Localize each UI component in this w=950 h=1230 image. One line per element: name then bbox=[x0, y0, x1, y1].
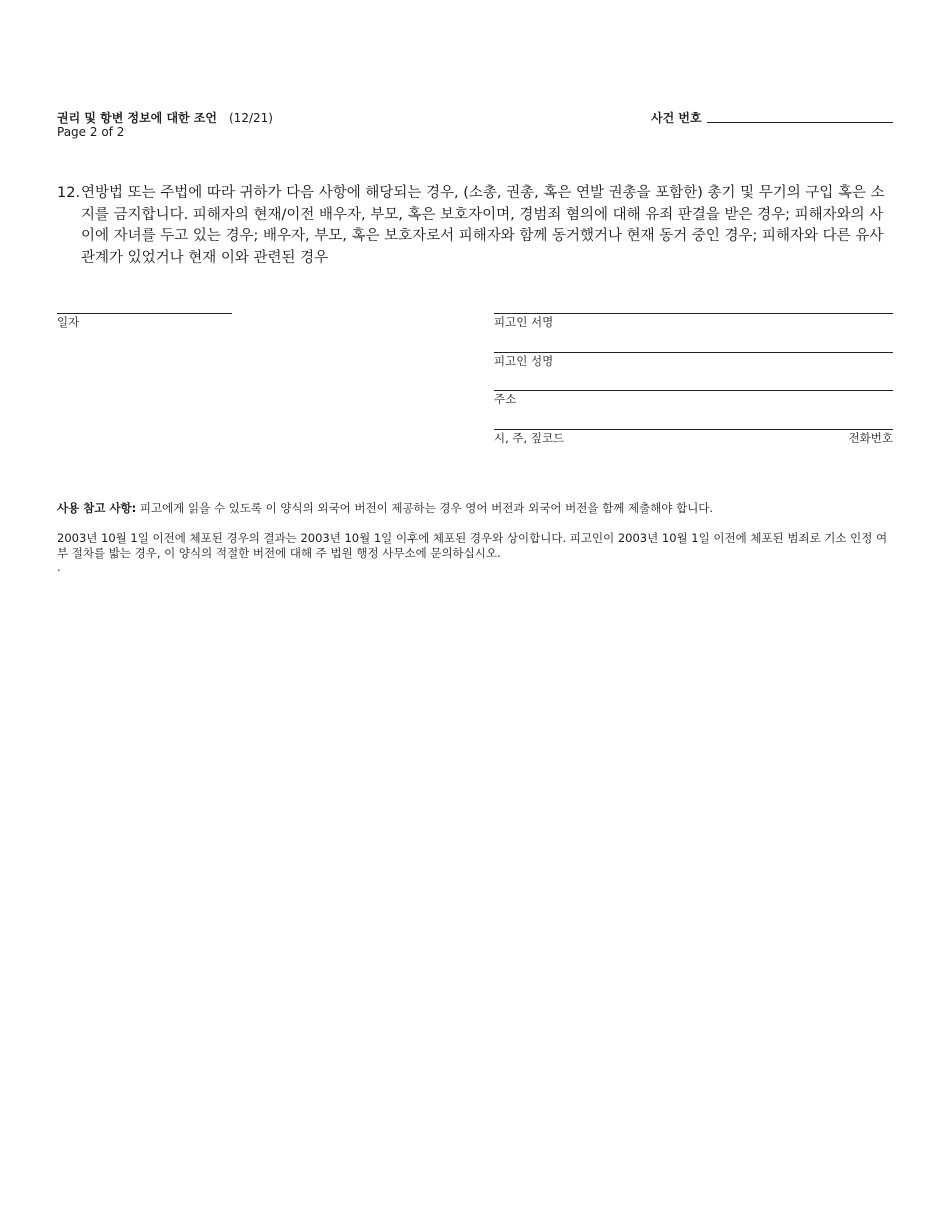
city-state-zip-label: 시, 주, 짚코드 bbox=[494, 431, 565, 445]
case-number-field[interactable] bbox=[707, 122, 893, 123]
trailing-mark: . bbox=[57, 560, 61, 574]
usage-note-heading: 사용 참고 사항: bbox=[57, 501, 137, 515]
case-number-label: 사건 번호 bbox=[651, 111, 702, 125]
form-revision: (12/21) bbox=[229, 111, 273, 125]
address-label: 주소 bbox=[494, 392, 517, 406]
form-title-text: 권리 및 항변 정보에 대한 조언 bbox=[57, 111, 217, 125]
defendant-signature-label: 피고인 서명 bbox=[494, 315, 554, 329]
address-field[interactable] bbox=[494, 390, 893, 391]
date-field[interactable] bbox=[57, 313, 232, 314]
defendant-name-field[interactable] bbox=[494, 352, 893, 353]
usage-note-text: 피고에게 읽을 수 있도록 이 양식의 외국어 버전이 제공하는 경우 영어 버전과 외국어 버전을 함께 제출해야 합니다. bbox=[136, 501, 714, 515]
defendant-signature-field[interactable] bbox=[494, 313, 893, 314]
arrest-date-note: 2003년 10월 1일 이전에 체포된 경우의 결과는 2003년 10월 1일 이후에 체포된 경우와 상이합니다. 피고인이 2003년 10월 1일 이전에 체포된 범죄로 기소 인정 여부 절차를 밟는 경우, 이 양식의 적절한 버전에 대해 주 법원 행정 사무소에 문의하십시오. bbox=[57, 531, 888, 560]
item-12 bbox=[57, 183, 887, 269]
phone-label: 전화번호 bbox=[848, 431, 893, 445]
page-number: Page 2 of 2 bbox=[57, 125, 125, 139]
item-text: 연방법 또는 주법에 따라 귀하가 다음 사항에 해당되는 경우, (소총, 권총, 혹은 연발 권총을 포함한) 총기 및 무기의 구입 혹은 소지를 금지합니다. 피해자의 현재/이전 배우자, 부모, 혹은 보호자이며, 경범죄 혐의에 대해 유죄 판결을 받은 경우; 피해자와의 사이에 자녀를 두고 있는 경우; 배우자, 부모, 혹은 보호자로서 피해자와 함께 동거했거나 현재 동거 중인 경우; 피해자와 다른 유사 관계가 있었거나 현재 이와 관련된 경우 bbox=[81, 185, 885, 266]
usage-note bbox=[57, 501, 893, 516]
defendant-name-label: 피고인 성명 bbox=[494, 354, 554, 368]
form-title bbox=[57, 109, 273, 126]
item-number: 12. bbox=[57, 185, 81, 201]
date-label: 일자 bbox=[57, 315, 80, 329]
